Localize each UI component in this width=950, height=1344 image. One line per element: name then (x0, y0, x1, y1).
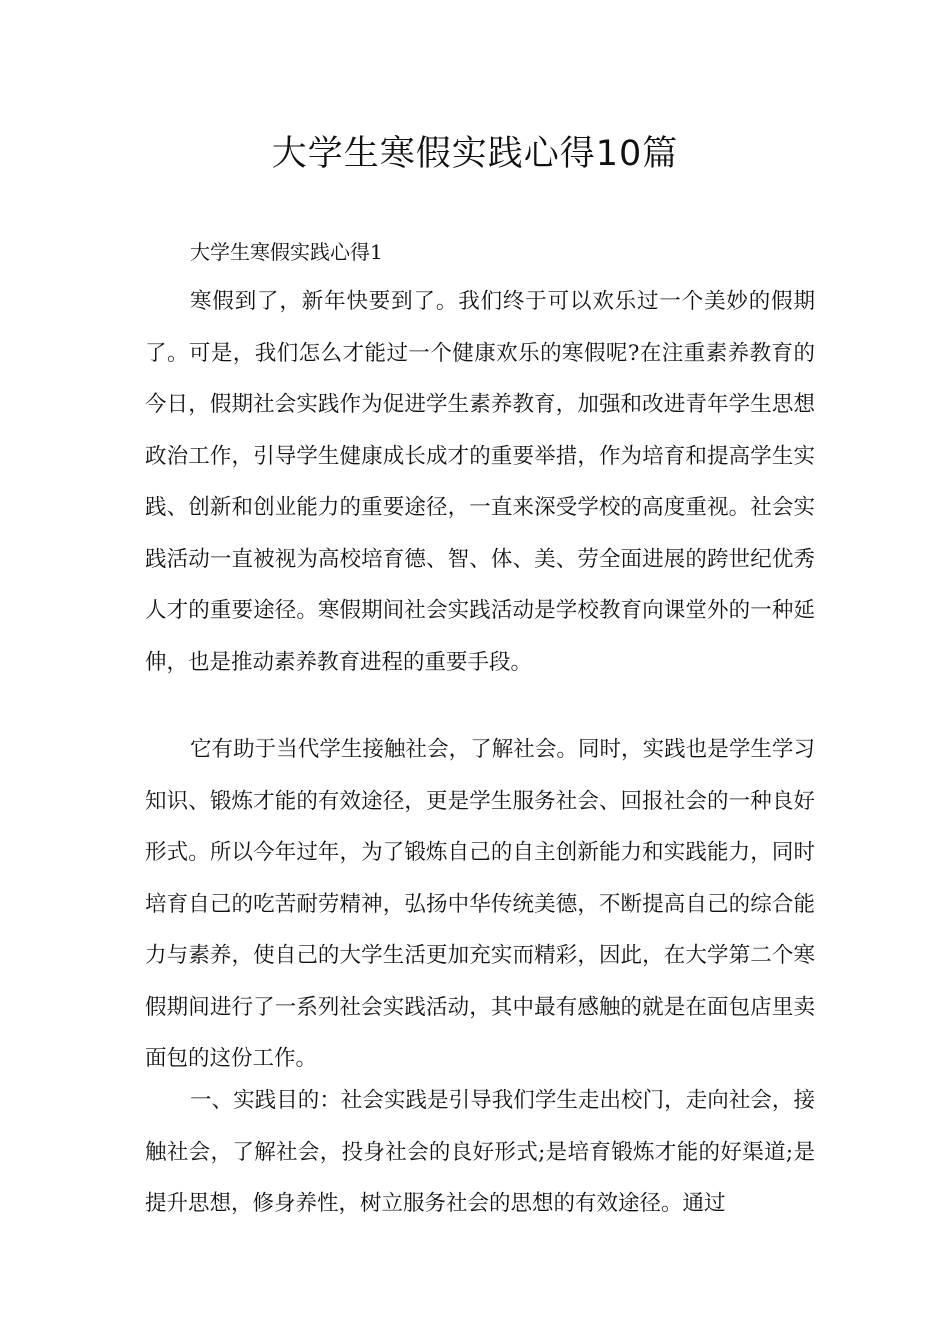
paragraph-2: 它有助于当代学生接触社会，了解社会。同时，实践也是学生学习知识、锻炼才能的有效途径，更是学生服务社会、回报社会的一种良好形式。所以今年过年，为了锻炼自己的自主创新能力和实践能力，同时培育自己的吃苦耐劳精神，弘扬中华传统美德，不断提高自己的综合能力与素养，使自己的大学生活更加充实而精彩，因此，在大学第二个寒假期间进行了一系列社会实践活动，其中最有感触的就是在面包店里卖面包的这份工作。 (145, 737, 815, 1071)
paragraph-3: 一、实践目的：社会实践是引导我们学生走出校门，走向社会，接触社会，了解社会，投身社会的良好形式;是培育锻炼才能的好渠道;是提升思想，修身养性，树立服务社会的思想的有效途径。通过 (145, 1088, 815, 1216)
paragraph-1: 寒假到了，新年快要到了。我们终于可以欢乐过一个美妙的假期了。可是，我们怎么才能过一个健康欢乐的寒假呢?在注重素养教育的今日，假期社会实践作为促进学生素养教育，加强和改进青年学生思想政治工作，引导学生健康成长成才的重要举措，作为培育和提高学生实践、创新和创业能力的重要途径，一直来深受学校的高度重视。社会实践活动一直被视为高校培育德、智、体、美、劳全面进展的跨世纪优秀人才的重要途径。寒假期间社会实践活动是学校教育向课堂外的一种延伸，也是推动素养教育进程的重要手段。 (145, 289, 815, 675)
section-heading: 大学生寒假实践心得1 (190, 240, 383, 264)
document-title: 大学生寒假实践心得10篇 (271, 134, 679, 174)
